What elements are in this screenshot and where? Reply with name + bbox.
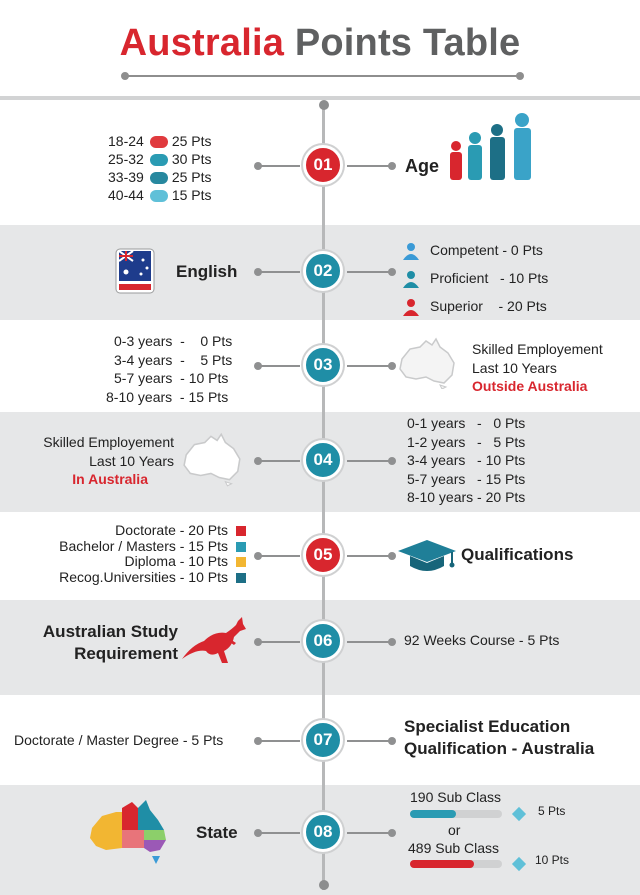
person-icon-teal xyxy=(402,270,420,288)
age-range: 18-24 xyxy=(108,133,144,149)
connector-right-06 xyxy=(347,641,392,643)
subclass-489-points: 10 Pts xyxy=(535,853,570,867)
connector-left-08 xyxy=(258,832,300,834)
age-pill-icon xyxy=(150,136,168,148)
list-item xyxy=(20,523,246,539)
list-item: 5-7 years - 15 Pts xyxy=(407,470,526,487)
age-range: 33-39 xyxy=(108,169,144,185)
list-item xyxy=(108,132,212,150)
connector-left-05 xyxy=(258,555,300,557)
list-item xyxy=(402,264,548,292)
age-points: 25 Pts xyxy=(171,133,212,149)
subclass-190-points: 5 Pts xyxy=(538,804,566,818)
english-level-points: - 10 Pts xyxy=(500,270,549,286)
years-range: 5-7 years xyxy=(407,470,466,487)
years-points: 5 Pts xyxy=(493,433,526,450)
kangaroo-icon xyxy=(180,615,248,667)
domestic-years-list xyxy=(407,414,525,507)
people-growth-icon xyxy=(445,112,545,184)
section-number-06: 06 xyxy=(303,621,343,661)
list-item: 1-2 years - 5 Pts xyxy=(407,433,526,450)
specialist-education-detail: Doctorate / Master Degree - 5 Pts xyxy=(14,732,224,748)
list-item xyxy=(108,186,212,204)
connector-right-03 xyxy=(347,365,392,367)
title-line: Qualification - Australia xyxy=(404,739,595,758)
list-item: 0-1 years - 0 Pts xyxy=(407,415,526,431)
years-points: 15 Pts xyxy=(188,388,229,405)
years-points: 10 Pts xyxy=(188,370,229,386)
english-level-points: - 0 Pts xyxy=(502,242,543,258)
years-range: 3-4 years xyxy=(114,351,173,368)
australian-flag-book-icon xyxy=(115,248,155,294)
title-line: Requirement xyxy=(74,644,178,663)
subclass-489-bar xyxy=(410,860,502,868)
age-range: 25-32 xyxy=(108,151,144,167)
section-title-english: English xyxy=(176,262,238,281)
australia-states-map-icon xyxy=(88,798,174,868)
section-title-qualifications: Qualifications xyxy=(461,545,574,564)
list-item xyxy=(20,554,246,570)
years-range: 0-3 years xyxy=(114,333,173,349)
years-range: 8-10 years xyxy=(407,489,474,505)
connector-left-01 xyxy=(258,165,300,167)
years-range: 1-2 years xyxy=(407,433,466,450)
years-points: 15 Pts xyxy=(485,470,526,487)
connector-left-02 xyxy=(258,271,300,273)
connector-right-01 xyxy=(347,165,392,167)
or-label: or xyxy=(448,822,461,838)
age-pill-icon xyxy=(150,172,168,184)
legend-swatch xyxy=(236,573,246,583)
years-range: 0-1 years xyxy=(407,415,466,431)
subclass-489-label: 489 Sub Class xyxy=(408,840,500,856)
section-number-02: 02 xyxy=(303,251,343,291)
qualification-label: Bachelor / Masters - 15 Pts xyxy=(59,537,228,554)
list-item: 8-10 years - 15 Pts xyxy=(106,388,229,405)
title-line: Last 10 Years xyxy=(472,359,557,376)
graduation-cap-icon xyxy=(396,538,458,574)
list-item xyxy=(108,168,212,186)
timeline-spine xyxy=(322,104,325,890)
subclass-489-bar-fill xyxy=(410,860,474,868)
subclass-190-bar xyxy=(410,810,502,818)
title-highlight: Outside Australia xyxy=(472,378,588,394)
age-points: 30 Pts xyxy=(171,151,212,167)
age-points: 15 Pts xyxy=(171,187,212,203)
list-item: 3-4 years - 10 Pts xyxy=(407,452,526,468)
age-points: 25 Pts xyxy=(171,169,212,185)
header xyxy=(0,0,640,98)
section-number-01: 01 xyxy=(303,145,343,185)
study-requirement-detail: 92 Weeks Course - 5 Pts xyxy=(404,632,560,648)
english-level-label: Proficient xyxy=(430,270,489,286)
english-level-label: Superior xyxy=(430,298,483,314)
section-number-05: 05 xyxy=(303,535,343,575)
australia-map-icon xyxy=(180,430,246,488)
years-range: 3-4 years xyxy=(407,452,466,468)
spine-bottom-dot xyxy=(319,880,329,890)
age-list xyxy=(108,132,212,204)
years-points: 20 Pts xyxy=(485,489,526,505)
qualification-label: Diploma - 10 Pts xyxy=(124,553,228,569)
years-range: 5-7 years xyxy=(114,370,173,386)
list-item xyxy=(402,292,548,320)
spine-top-dot xyxy=(319,100,329,110)
overseas-years-list xyxy=(106,332,232,406)
section-title-age: Age xyxy=(405,156,440,176)
title-line: Skilled Employement xyxy=(472,341,603,357)
title-line: Last 10 Years xyxy=(89,452,174,469)
connector-right-02 xyxy=(347,271,392,273)
legend-swatch xyxy=(236,526,246,536)
years-points: 10 Pts xyxy=(485,452,526,468)
connector-left-06 xyxy=(258,641,300,643)
connector-right-05 xyxy=(347,555,392,557)
page-title xyxy=(0,22,640,65)
list-item: 0-3 years - 0 Pts xyxy=(114,333,233,349)
title-red-part: Australia xyxy=(119,22,285,64)
subclass-190-label: 190 Sub Class xyxy=(410,789,502,805)
domestic-employment-title xyxy=(26,433,174,489)
title-line: Specialist Education xyxy=(404,717,571,736)
list-item xyxy=(108,150,212,168)
english-level-points: - 20 Pts xyxy=(498,298,547,314)
study-requirement-title xyxy=(28,621,178,665)
person-icon-blue xyxy=(402,242,420,260)
title-highlight: In Australia xyxy=(72,471,148,487)
list-item xyxy=(20,570,246,586)
years-points: 0 Pts xyxy=(493,415,526,431)
title-line: Australian Study xyxy=(42,622,178,641)
title-grey-part: Points Table xyxy=(294,22,521,64)
person-icon-red xyxy=(402,298,420,316)
title-divider xyxy=(125,75,520,77)
age-range: 40-44 xyxy=(108,187,144,203)
years-points: 5 Pts xyxy=(200,351,233,368)
section-number-04: 04 xyxy=(303,440,343,480)
connector-left-03 xyxy=(258,365,300,367)
australia-map-icon xyxy=(396,337,460,389)
connector-right-08 xyxy=(347,832,392,834)
legend-swatch xyxy=(236,542,246,552)
connector-right-07 xyxy=(347,740,392,742)
english-level-label: Competent xyxy=(430,242,499,258)
qualification-label: Doctorate - 20 Pts xyxy=(115,522,228,538)
overseas-employment-title xyxy=(472,340,603,396)
section-number-07: 07 xyxy=(303,720,343,760)
specialist-education-title xyxy=(404,716,594,760)
age-pill-icon xyxy=(150,190,168,202)
section-number-08: 08 xyxy=(303,812,343,852)
qualification-label: Recog.Universities - 10 Pts xyxy=(59,568,228,585)
subclass-190-bar-fill xyxy=(410,810,456,818)
connector-left-04 xyxy=(258,460,300,462)
years-points: 0 Pts xyxy=(200,333,233,349)
section-number-03: 03 xyxy=(303,345,343,385)
list-item: 8-10 years - 20 Pts xyxy=(407,489,526,505)
legend-swatch xyxy=(236,557,246,567)
section-title-state: State xyxy=(196,823,238,842)
qualifications-list xyxy=(20,523,246,585)
list-item: 3-4 years - 5 Pts xyxy=(114,351,233,368)
list-item xyxy=(402,236,548,264)
connector-left-07 xyxy=(258,740,300,742)
list-item xyxy=(20,539,246,555)
title-line: Skilled Employement xyxy=(43,434,174,450)
connector-right-04 xyxy=(347,460,392,462)
years-range: 8-10 years xyxy=(106,388,173,405)
list-item: 5-7 years - 10 Pts xyxy=(114,370,229,386)
age-pill-icon xyxy=(150,154,168,166)
english-levels xyxy=(402,236,548,320)
